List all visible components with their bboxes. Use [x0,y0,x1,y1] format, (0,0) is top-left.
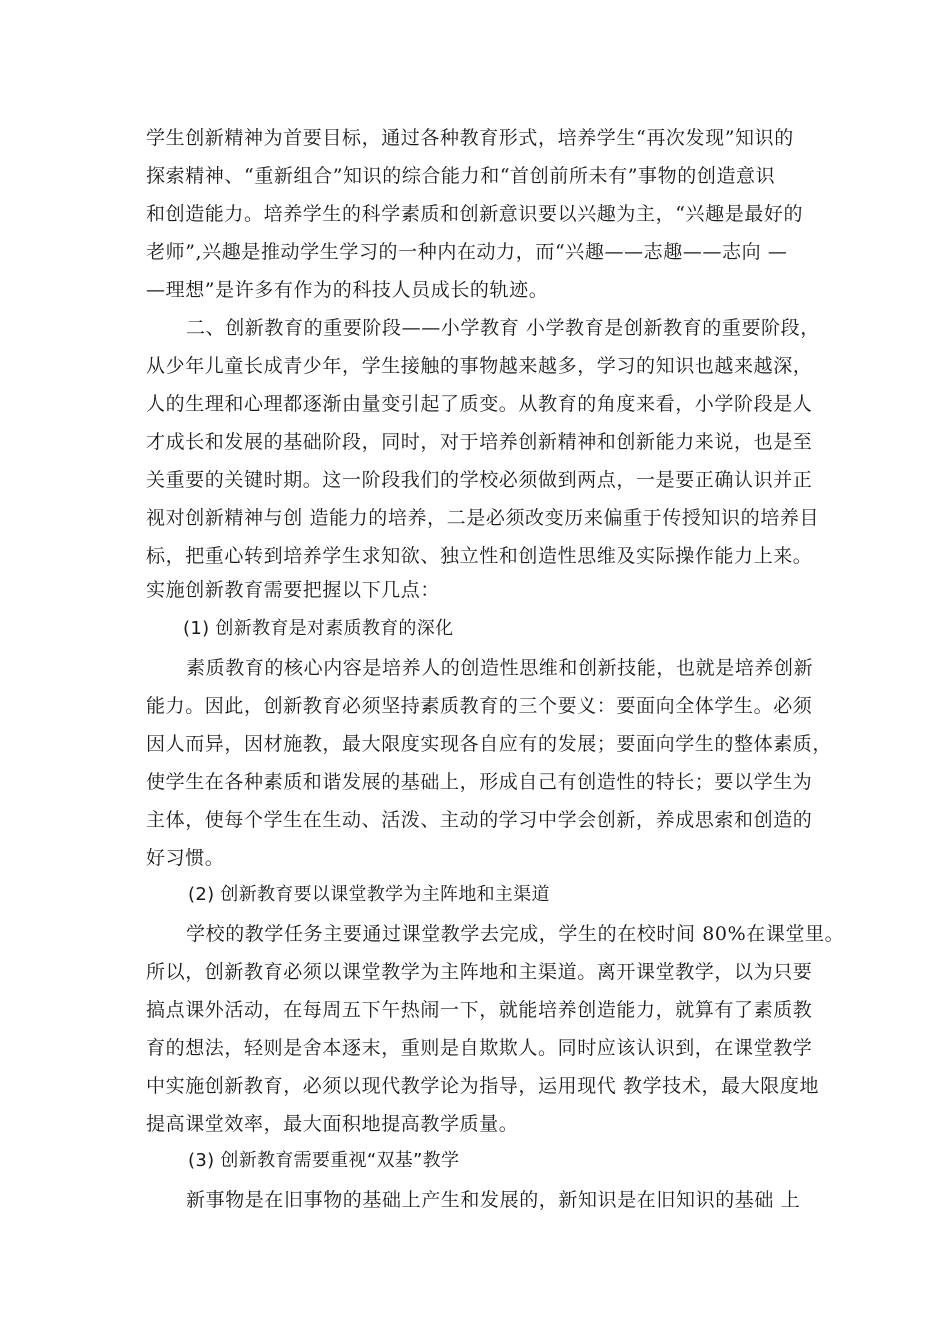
paragraph-line: 老师”,兴趣是推动学生学习的一种内在动力，而“兴趣——志趣——志向 — [146,241,788,263]
subheading-1: (1) 创新教育是对素质教育的深化 [183,618,454,639]
paragraph-line: 育的想法，轻则是舍本逐末，重则是自欺欺人。同时应该认识到，在课堂教学 [146,1037,813,1059]
paragraph-line: 关重要的关键时期。这一阶段我们的学校必须做到两点，一是要正确认识并正 [146,469,813,491]
paragraph-line: 所以，创新教育必须以课堂教学为主阵地和主渠道。离开课堂教学，以为只要 [146,961,813,983]
paragraph-line: 使学生在各种素质和谐发展的基础上，形成自己有创造性的特长；要以学生为 [146,771,813,793]
subheading-3: (3) 创新教育需要重视“双基”教学 [188,1150,460,1171]
paragraph-line: 学校的教学任务主要通过课堂教学去完成，学生的在校时间 80%在课堂里。 [186,923,845,945]
paragraph-line: 和创造能力。培养学生的科学素质和创新意识要以兴趣为主，“兴趣是最好的 [146,203,804,225]
subheading-2: (2) 创新教育要以课堂教学为主阵地和主渠道 [188,884,550,905]
paragraph-line: 探索精神、“重新组合”知识的综合能力和“首创前所未有”事物的创造意识 [146,165,776,187]
paragraph-line: 才成长和发展的基础阶段，同时，对于培养创新精神和创新能力来说，也是至 [146,431,813,453]
paragraph-line: 主体，使每个学生在生动、活泼、主动的学习中学会创新，养成思索和创造的 [146,809,813,831]
paragraph-line: 中实施创新教育，必须以现代教学论为指导，运用现代 教学技术，最大限度地 [146,1075,820,1097]
paragraph-line: 实施创新教育需要把握以下几点： [146,579,441,601]
section-heading-line: 二、创新教育的重要阶段——小学教育 小学教育是创新教育的重要阶段， [186,317,820,339]
paragraph-line: 提高课堂效率，最大面积地提高教学质量。 [146,1113,519,1135]
paragraph-line: 新事物是在旧事物的基础上产生和发展的，新知识是在旧知识的基础 上 [186,1189,801,1211]
paragraph-line: 人的生理和心理都逐渐由量变引起了质变。从教育的角度来看，小学阶段是人 [146,393,813,415]
paragraph-line: 学生创新精神为首要目标，通过各种教育形式，培养学生“再次发现”知识的 [146,127,794,149]
paragraph-line: 因人而异，因材施教，最大限度实现各自应有的发展；要面向学生的整体素质， [146,733,833,755]
paragraph-line: 视对创新精神与创 造能力的培养，二是必须改变历来偏重于传授知识的培养目 [146,507,820,529]
paragraph-line: 能力。因此，创新教育必须坚持素质教育的三个要义：要面向全体学生。必须 [146,695,813,717]
paragraph-line: 从少年儿童长成青少年，学生接触的事物越来越多，学习的知识也越来越深， [146,355,813,377]
paragraph-line: 好习惯。 [146,847,225,869]
paragraph-line: —理想”是许多有作为的科技人员成长的轨迹。 [146,279,549,301]
paragraph-line: 标，把重心转到培养学生求知欲、独立性和创造性思维及实际操作能力上来。 [146,545,813,567]
paragraph-line: 素质教育的核心内容是培养人的创造性思维和创新技能，也就是培养创新 [186,657,814,679]
paragraph-line: 搞点课外活动，在每周五下午热闹一下，就能培养创造能力，就算有了素质教 [146,999,813,1021]
